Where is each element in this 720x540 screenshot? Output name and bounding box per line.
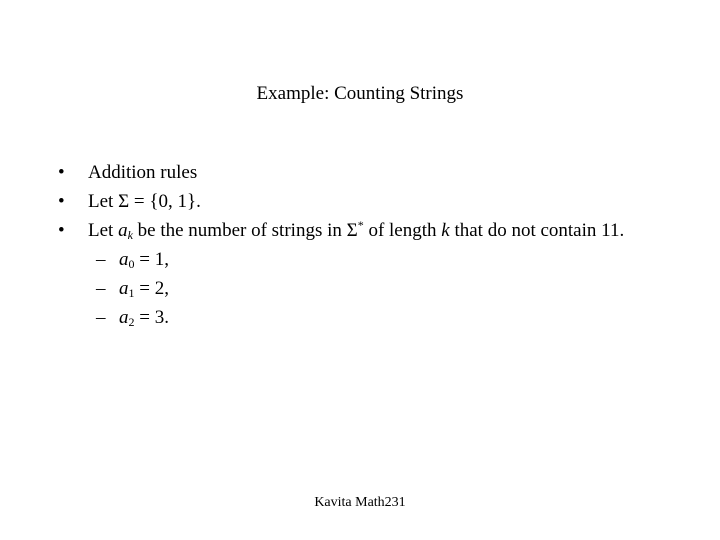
subscript-index: 0 [128,257,135,271]
bullet-item-definition [58,219,718,248]
subscript-index: 1 [128,286,135,300]
alphabet-set: = {0, 1}. [129,191,201,212]
variable-a: a [119,307,129,328]
sub-item-a0 [58,248,718,277]
sub-item-a1 [58,277,718,306]
bullet-item-alphabet [58,190,718,219]
bullet-text: Addition rules [88,162,198,183]
kleene-star: * [357,218,364,232]
bullet-marker: • [58,220,65,241]
bullet-marker: • [58,162,65,183]
subscript-index: 2 [128,315,135,329]
bullet-text [88,219,624,243]
text-let: Let [88,220,119,241]
dash-marker: – [96,249,106,270]
slide-title: Example: Counting Strings [256,83,464,104]
subscript-k: k [127,228,133,242]
text-let: Let [88,191,119,212]
slide-content [58,161,718,335]
sub-item-text [119,306,169,330]
sub-item-value: = 1, [134,249,169,270]
variable-a: a [118,220,128,241]
bullet-item-addition-rules [58,161,718,190]
variable-a: a [119,278,129,299]
dash-marker: – [96,307,106,328]
sub-item-text [119,277,169,301]
sub-item-text [119,248,169,272]
sigma-symbol: Σ [346,220,358,241]
text-of-length: of length [363,220,442,241]
bullet-marker: • [58,191,65,212]
sigma-symbol: Σ [118,191,130,212]
sub-item-a2 [58,306,718,335]
text-suffix: that do not contain 11. [449,220,625,241]
variable-a: a [119,249,129,270]
sub-item-value: = 2, [134,278,169,299]
sub-item-value: = 3. [134,307,169,328]
slide-footer: Kavita Math231 [314,495,406,510]
bullet-text [88,190,201,214]
dash-marker: – [96,278,106,299]
text-middle: be the number of strings in [132,220,347,241]
variable-k: k [441,220,450,241]
